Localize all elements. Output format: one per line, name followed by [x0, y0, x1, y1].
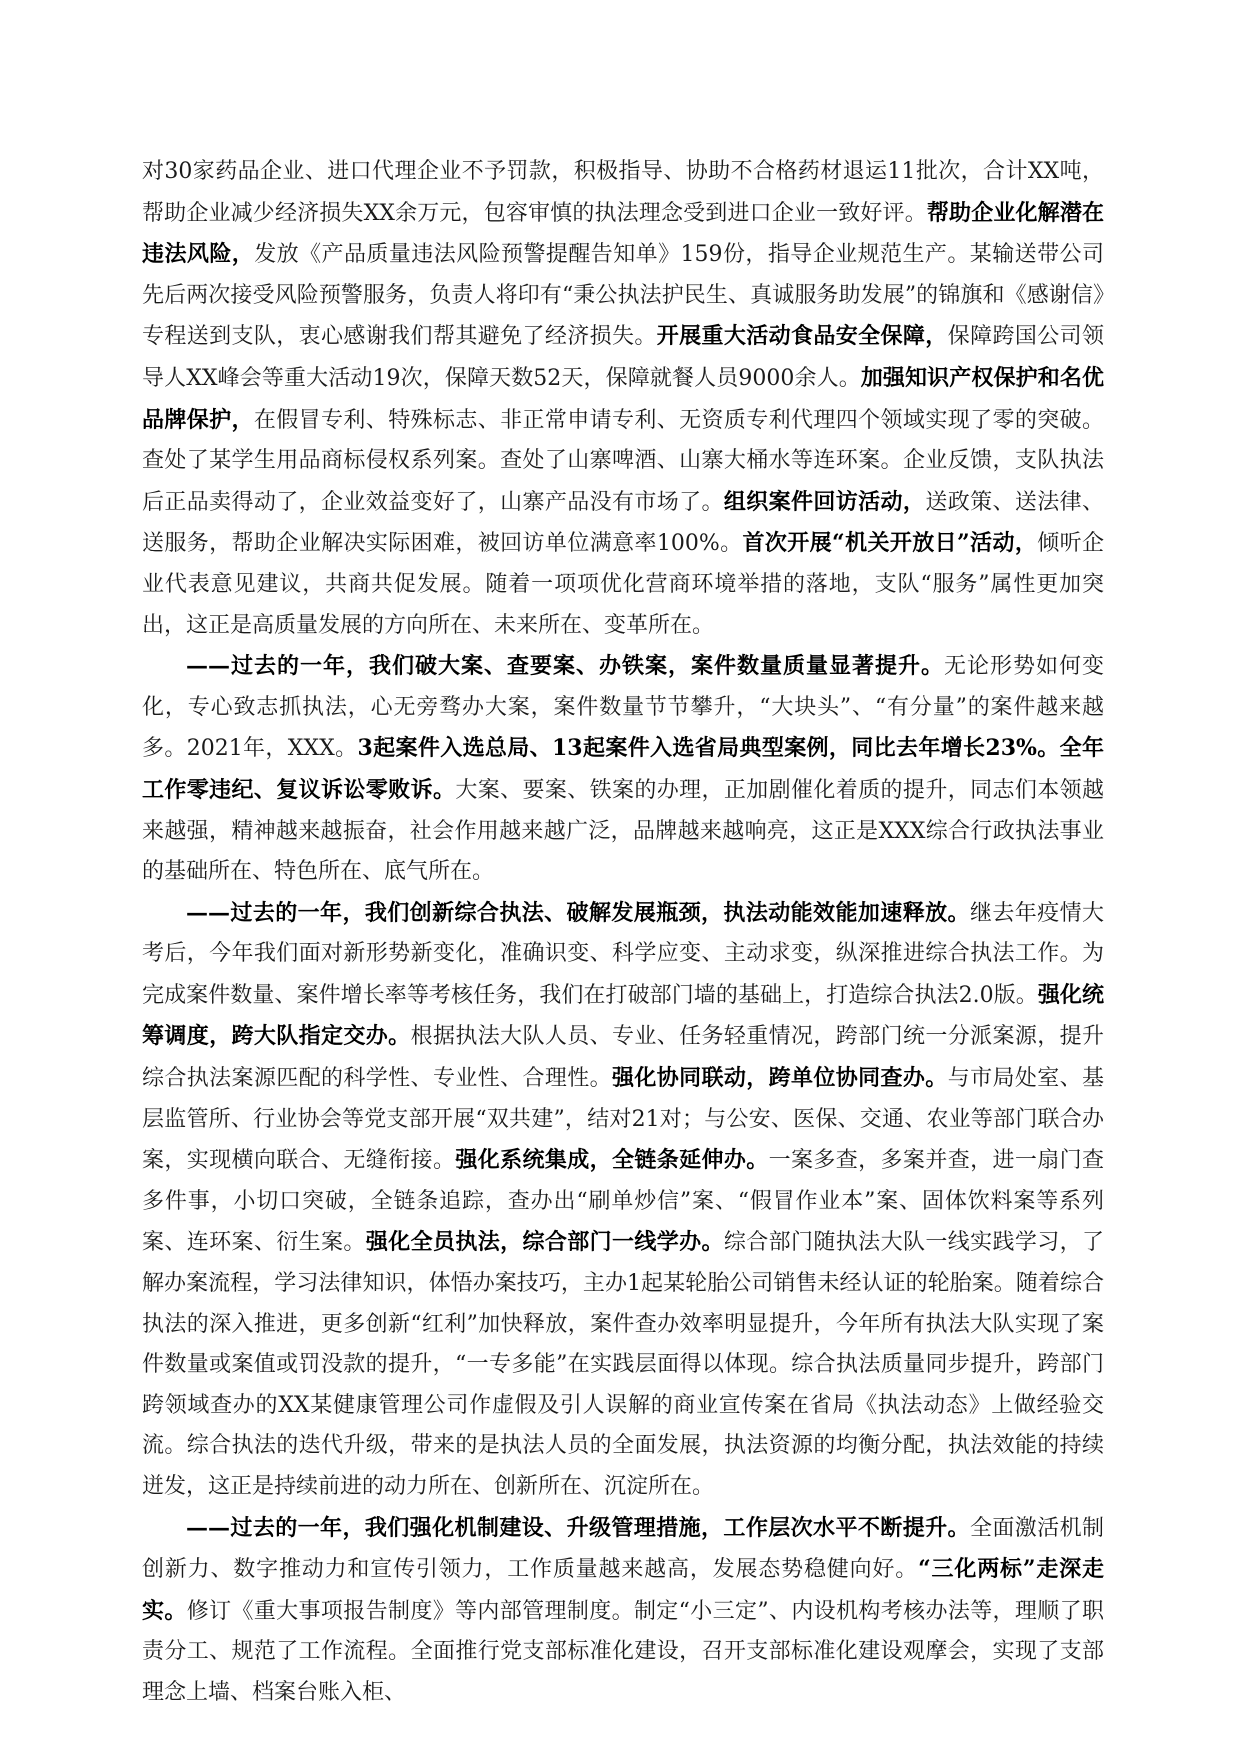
bold-phrase: 组织案件回访活动，	[723, 488, 926, 515]
text-run: 对30家药品企业、进口代理企业不予罚款，积极指导、协助不合格药材退运11批次，合计XX吨，帮助企业减少经济损失XX余万元，包容审慎的执法理念受到进口企业一致好评。	[142, 159, 1104, 226]
bold-phrase: ——过去的一年，我们创新综合执法、破解发展瓶颈，执法动能效能加速释放。	[186, 899, 970, 926]
paragraph-4	[142, 1508, 1104, 1714]
text-run: 根据执法大队人员、专业、任务轻重情况，跨部门统一分派案源，提升综合执法案源匹配的科学性、专业性、合理性。	[142, 1024, 1104, 1092]
text-run: 一案多查，多案并查，进一扇门查多件事，小切口突破，全链条追踪，查办出“刷单炒信”案、“假冒作业本”案、固体饮料案等系列案、连环案、衍生案。	[142, 1148, 1104, 1256]
text-run: 继去年疫情大考后，今年我们面对新形势新变化，准确识变、科学应变、主动求变，纵深推进综合执法工作。为完成案件数量、案件增长率等考核任务，我们在打破部门墙的基础上，打造综合执法2.0版。	[142, 900, 1104, 1008]
text-run: 无论形势如何变化，专心致志抓执法，心无旁骛办大案，案件数量节节攀升，“大块头”、“有分量”的案件越来越多。2021年，XXX。	[142, 654, 1104, 762]
text-run: 综合部门随执法大队一线实践学习，了解办案流程，学习法律知识，体悟办案技巧，主办1起某轮胎公司销售未经认证的轮胎案。随着综合执法的深入推进，更多创新“红利”加快释放，案件查办效率明显提升，今年所有执法大队实现了案件数量或案值或罚没款的提升，“一专多能”在实践层面得以体现。综合执法质量同步提升，跨部门跨领域查办的XX某健康管理公司作虚假及引人误解的商业宣传案在省局《执法动态》上做经验交流。综合执法的迭代升级，带来的是执法人员的全面发展，执法资源的均衡分配，执法效能的持续迸发，这正是持续前进的动力所在、创新所在、沉淀所在。	[142, 1230, 1104, 1499]
bold-phrase: 首次开展“机关开放日”活动，	[742, 530, 1038, 557]
bold-phrase: 强化系统集成，全链条延伸办。	[455, 1147, 769, 1174]
text-run: 在假冒专利、特殊标志、非正常申请专利、无资质专利代理四个领域实现了零的突破。查处了某学生用品商标侵权系列案。查处了山寨啤酒、山寨大桶水等连环案。企业反馈，支队执法后正品卖得动了，企业效益变好了，山寨产品没有市场了。	[142, 407, 1104, 515]
document-page	[142, 152, 1104, 1714]
text-run: 倾听企业代表意见建议，共商共促发展。随着一项项优化营商环境举措的落地，支队“服务”属性更加突出，这正是高质量发展的方向所在、未来所在、变革所在。	[142, 531, 1104, 638]
bold-phrase: 开展重大活动食品安全保障，	[656, 323, 948, 350]
bold-phrase: 3起案件入选总局、13起案件入选省局典型案例，同比去年增长23%。全年工作零违纪、复议诉讼零败诉。	[142, 735, 1104, 803]
text-run: 大案、要案、铁案的办理，正加剧催化着质的提升，同志们本领越来越强，精神越来越振奋，社会作用越来越广泛，品牌越来越响亮，这正是XXX综合行政执法事业的基础所在、特色所在、底气所在。	[142, 777, 1104, 885]
bold-phrase: “三化两标”走深走实。	[142, 1556, 1104, 1624]
text-run: 全面激活机制创新力、数字推动力和宣传引领力，工作质量越来越高，发展态势稳健向好。	[142, 1515, 1104, 1583]
bold-phrase: ——过去的一年，我们强化机制建设、升级管理措施，工作层次水平不断提升。	[186, 1514, 970, 1541]
text-run: 送政策、送法律、送服务，帮助企业解决实际困难，被回访单位满意率100%。	[142, 489, 1104, 557]
paragraph-3	[142, 893, 1104, 1508]
bold-phrase: 强化统筹调度，跨大队指定交办。	[142, 981, 1104, 1050]
bold-phrase: 强化协同联动，跨单位协同查办。	[611, 1065, 948, 1092]
paragraph-1	[142, 152, 1104, 646]
text-run: 与市局处室、基层监管所、行业协会等党支部开展“双共建”，结对21对；与公安、医保、交通、农业等部门联合办案，实现横向联合、无缝衔接。	[142, 1066, 1104, 1174]
bold-phrase: 加强知识产权保护和名优品牌保护，	[142, 364, 1104, 433]
bold-phrase: 强化全员执法，综合部门一线学办。	[365, 1229, 724, 1256]
bold-phrase: 帮助企业化解潜在违法风险，	[142, 199, 1104, 268]
text-run: 发放《产品质量违法风险预警提醒告知单》159份，指导企业规范生产。某输送带公司先后两次接受风险预警服务，负责人将印有“秉公执法护民生、真诚服务助发展”的锦旗和《感谢信》专程送到支队，衷心感谢我们帮其避免了经济损失。	[142, 242, 1104, 350]
text-run: 保障跨国公司领导人XX峰会等重大活动19次，保障天数52天，保障就餐人员9000余人。	[142, 324, 1104, 391]
text-run: 修订《重大事项报告制度》等内部管理制度。制定“小三定”、内设机构考核办法等，理顺了职责分工、规范了工作流程。全面推行党支部标准化建设，召开支部标准化建设观摩会，实现了支部理念上墙、档案台账入柜、	[142, 1598, 1104, 1705]
bold-phrase: ——过去的一年，我们破大案、查要案、办铁案，案件数量质量显著提升。	[186, 653, 944, 680]
paragraph-2	[142, 646, 1104, 893]
